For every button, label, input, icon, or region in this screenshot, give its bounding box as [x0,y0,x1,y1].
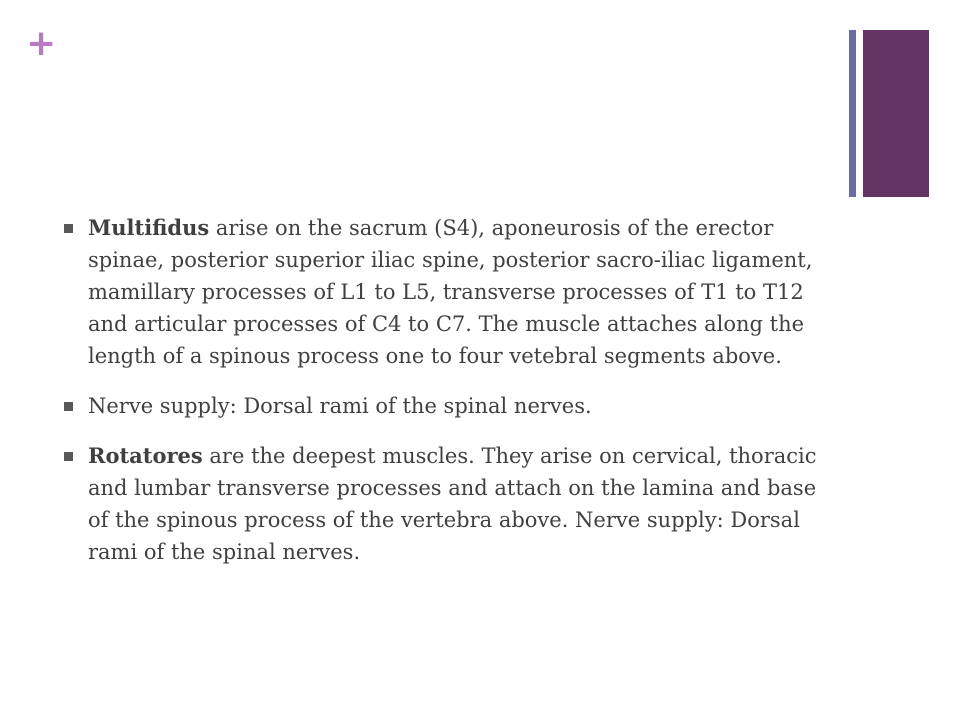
square-bullet-icon [64,452,73,461]
square-bullet-icon [64,402,73,411]
decorative-thin-bar [849,30,856,197]
bullet-rotatores [64,440,834,568]
bullet-text: Nerve supply: Dorsal rami of the spinal nerves. [88,394,592,418]
bullet-term: Multifidus [88,215,210,240]
decorative-thick-bar [863,30,929,197]
bullet-nerve-supply [64,390,834,422]
plus-mark-icon: + [26,23,57,64]
square-bullet-icon [64,224,73,233]
bullet-text: arise on the sacrum (S4), aponeurosis of the erector spinae, posterior superior iliac spine, posterior sacro-iliac ligament, mamillary processes of L1 to L5, transverse processes of T1 to T12 and articular processes of C4 to C7. The muscle attaches along the length of a spinous process one to four vetebral segments above. [88,216,813,368]
bullet-term: Rotatores [88,443,203,468]
bullet-multifidus [64,212,834,372]
bullet-list [64,212,834,586]
bullet-text: are the deepest muscles. They arise on cervical, thoracic and lumbar transverse processes and attach on the lamina and base of the spinous process of the vertebra above. Nerve supply: Dorsal rami of the spinal nerves. [88,444,817,564]
